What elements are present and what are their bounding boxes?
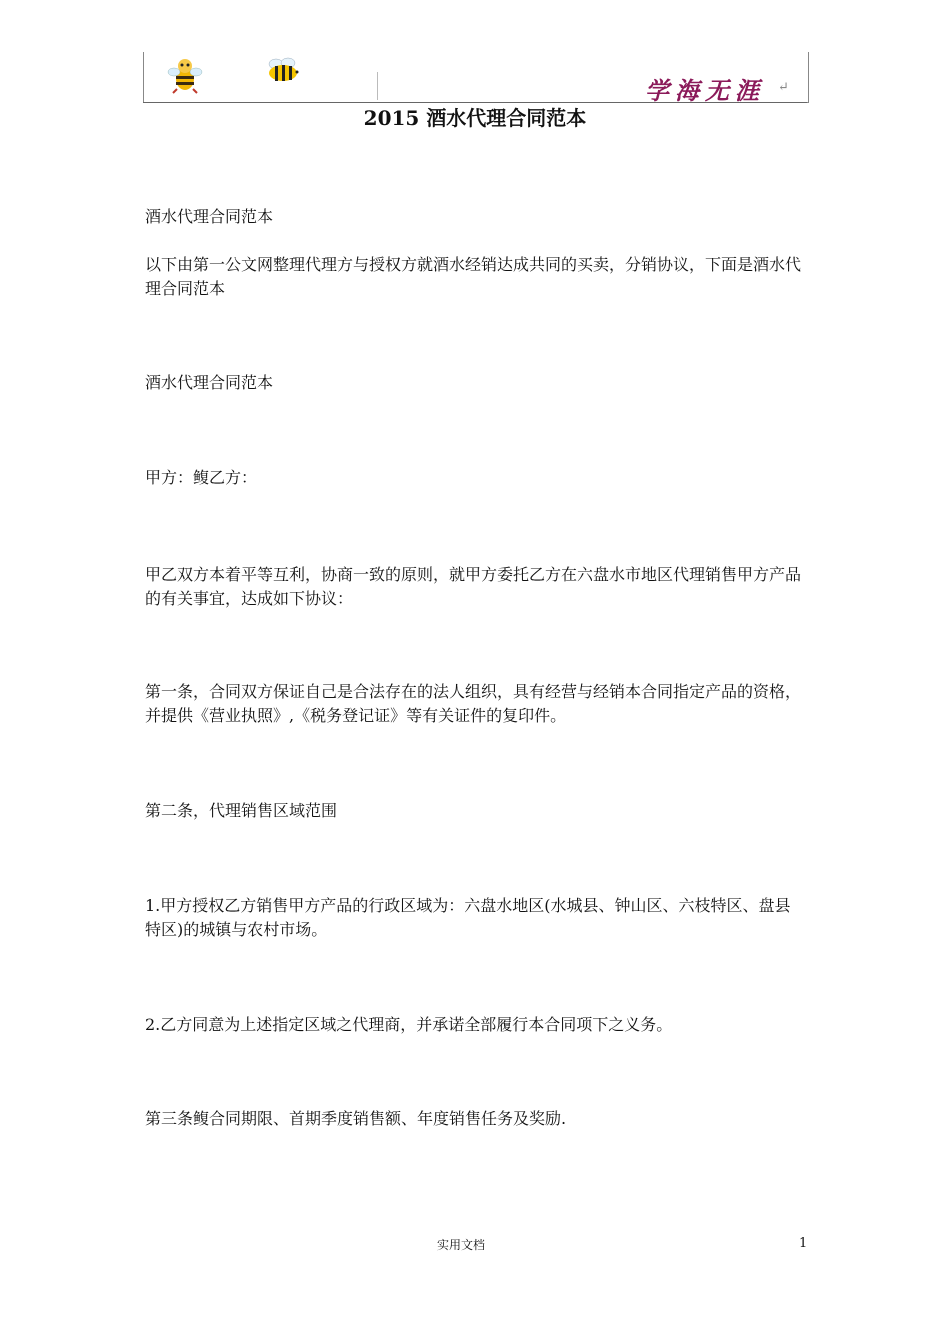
document-title: 2015 酒水代理合同范本	[363, 106, 587, 130]
header-divider	[377, 72, 378, 100]
paragraph: 第三条鳆合同期限、首期季度销售额、年度销售任务及奖励.	[145, 1109, 567, 1128]
header-motto: 学海无涯	[645, 76, 765, 105]
paragraph: 1.甲方授权乙方销售甲方产品的行政区域为：六盘水地区(水城县、钟山区、六枝特区、盘县特区)的城镇与农村市场。	[145, 896, 791, 939]
paragraph: 以下由第一公文网整理代理方与授权方就酒水经销达成共同的买卖，分销协议，下面是酒水代理合同范本	[145, 255, 802, 298]
footer-label: 实用文档	[436, 1238, 485, 1252]
paragraph: 第二条，代理销售区域范围	[145, 801, 338, 820]
cartoon-bee-icon	[165, 55, 205, 95]
paragraph: 酒水代理合同范本	[145, 373, 274, 392]
page-number: 1	[799, 1236, 808, 1251]
paragraph-mark: ↵	[778, 80, 789, 95]
paragraph: 甲乙双方本着平等互利，协商一致的原则，就甲方委托乙方在六盘水市地区代理销售甲方产品的有关事宜，达成如下协议：	[145, 565, 802, 608]
paragraph: 2.乙方同意为上述指定区域之代理商，并承诺全部履行本合同项下之义务。	[145, 1015, 673, 1034]
paragraph: 第一条，合同双方保证自己是合法存在的法人组织，具有经营与经销本合同指定产品的资格，并提供《营业执照》,《税务登记证》等有关证件的复印件。	[145, 682, 802, 725]
paragraph: 酒水代理合同范本	[145, 207, 274, 226]
paragraph: 甲方：鳆乙方：	[145, 468, 258, 487]
bee-icon	[264, 56, 302, 84]
